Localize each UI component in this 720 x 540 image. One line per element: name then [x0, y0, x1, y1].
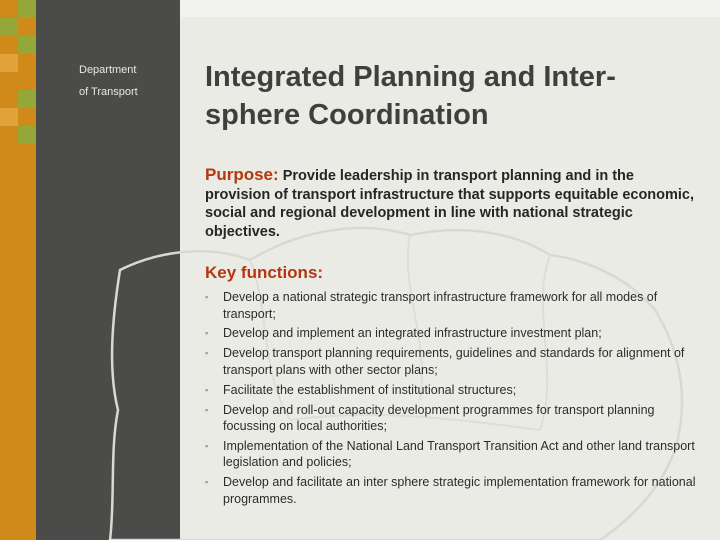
- decorative-square: [18, 36, 36, 54]
- decorative-square: [0, 54, 18, 72]
- list-item-text: Develop transport planning requirements, guidelines and standards for alignment of transport plans with other sector plans;: [223, 346, 685, 377]
- bullet-icon: ▪: [205, 384, 209, 395]
- bullet-icon: ▪: [205, 477, 209, 488]
- list-item: [205, 382, 705, 399]
- list-item: [205, 325, 705, 342]
- bullet-icon: ▪: [205, 404, 209, 415]
- decorative-square: [0, 108, 18, 126]
- decorative-square: [18, 126, 36, 144]
- bullet-icon: ▪: [205, 292, 209, 302]
- list-item: [205, 474, 705, 507]
- decorative-square: [0, 18, 18, 36]
- key-functions-heading: Key functions:: [205, 263, 324, 282]
- key-functions-list: [205, 289, 705, 511]
- list-item-text: Implementation of the National Land Transport Transition Act and other land transport legislation and policies;: [223, 438, 695, 470]
- list-item: [205, 345, 705, 378]
- list-item: [205, 402, 705, 435]
- bullet-icon: ▪: [205, 328, 209, 339]
- list-item: [205, 438, 705, 471]
- list-item: [205, 289, 705, 322]
- list-item-text: Develop and implement an integrated infrastructure investment plan;: [223, 326, 602, 341]
- decorative-square: [18, 0, 36, 18]
- bullet-icon: ▪: [205, 348, 209, 359]
- decorative-stripe: [0, 0, 36, 540]
- top-band: [180, 0, 720, 17]
- list-item-text: Develop and facilitate an inter sphere strategic implementation framework for national programmes.: [223, 475, 696, 506]
- list-item-text: Develop a national strategic transport infrastructure framework for all modes of transport;: [223, 290, 658, 321]
- list-item-text: Develop and roll-out capacity development programmes for transport planning focussing on local authorities;: [223, 402, 655, 434]
- department-label-line2: of Transport: [79, 86, 138, 98]
- page-title: Integrated Planning and Inter-sphere Coordination: [205, 61, 616, 131]
- purpose-text: Provide leadership in transport planning and in the provision of transport infrastructure that supports equitable economic, social and regional development in line with national strategic objectives.: [205, 168, 695, 240]
- list-item-text: Facilitate the establishment of institutional structures;: [223, 382, 517, 397]
- decorative-square: [18, 90, 36, 108]
- purpose-label: Purpose:: [205, 165, 279, 184]
- bullet-icon: ▪: [205, 440, 209, 451]
- purpose-statement: [205, 166, 695, 241]
- department-label: Department: [79, 64, 137, 76]
